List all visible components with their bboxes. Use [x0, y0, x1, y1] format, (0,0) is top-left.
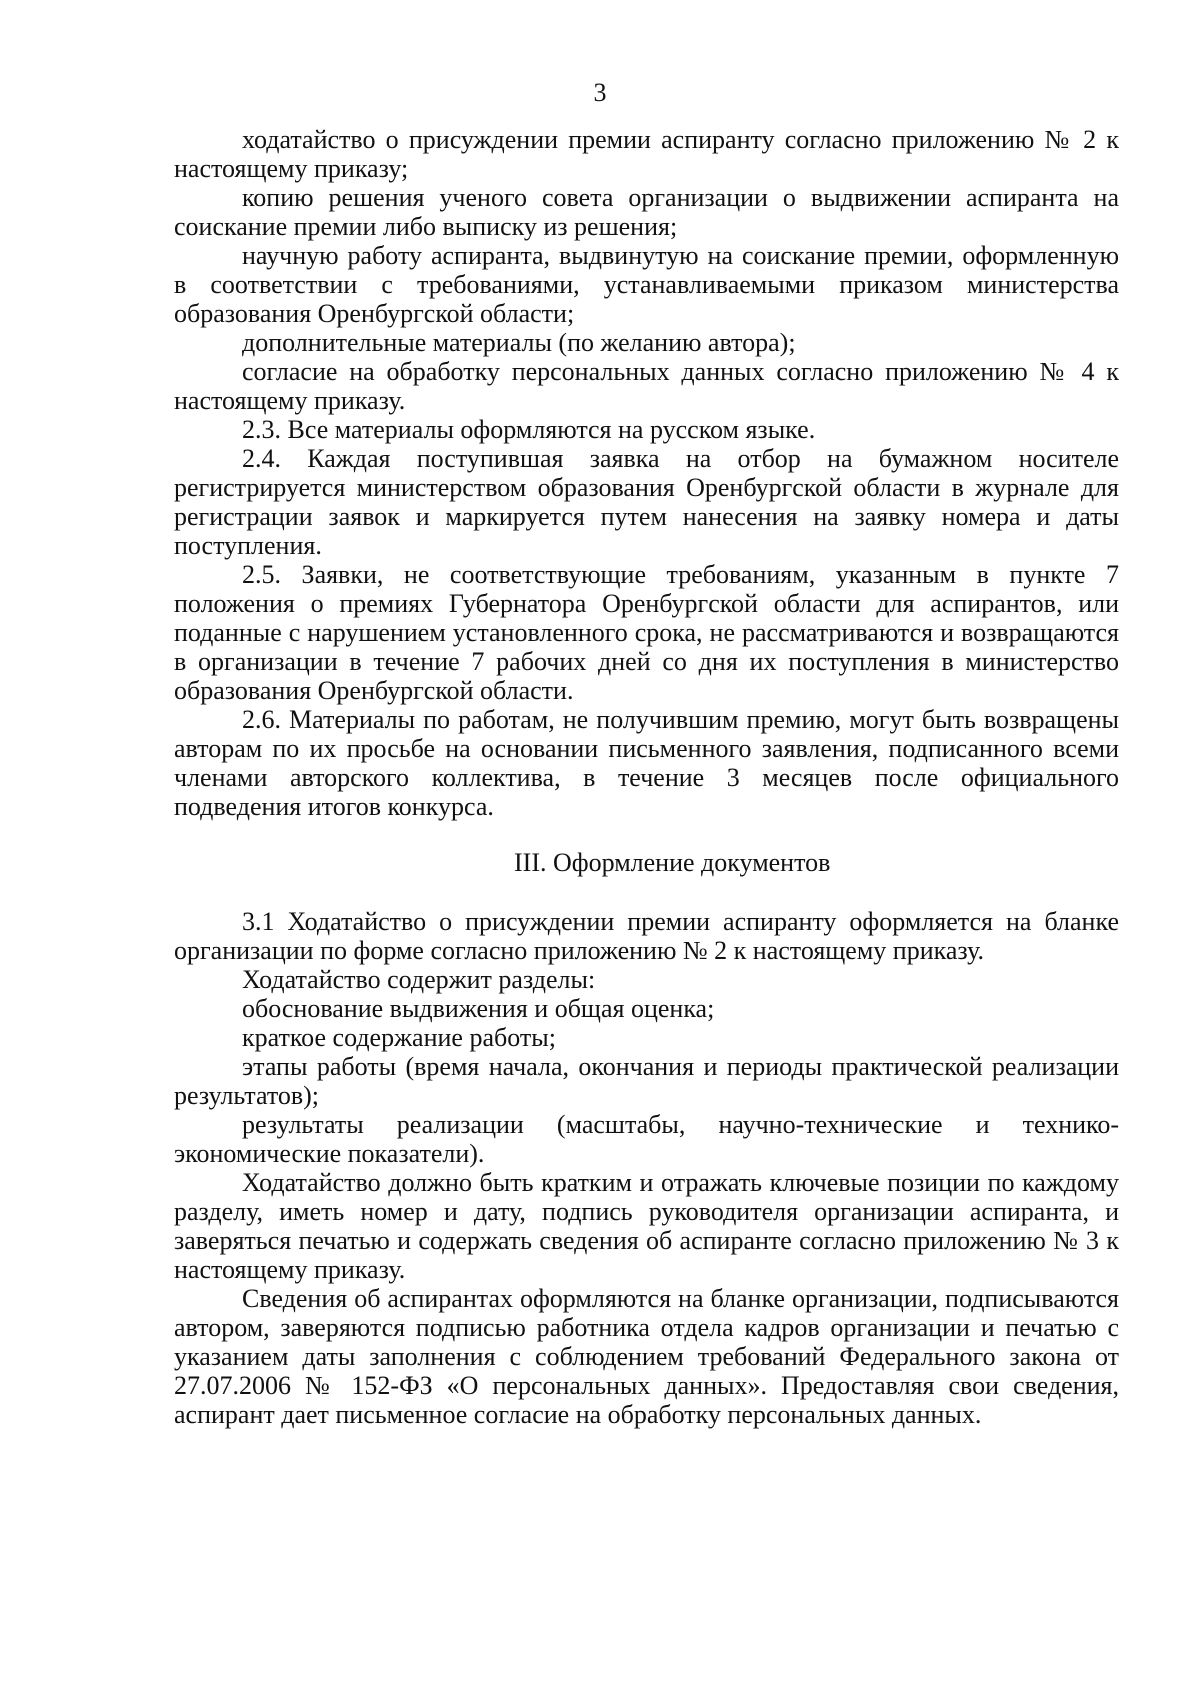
paragraph: краткое содержание работы; [242, 1023, 556, 1052]
paragraph: 3.1 Ходатайство о присуждении премии аспиранту оформляется на бланке организации по форме согласно приложению № 2 к настоящему приказу. [174, 907, 1119, 965]
paragraph: дополнительные материалы (по желанию автора); [242, 328, 796, 357]
paragraph: 2.6. Материалы по работам, не получившим премию, могут быть возвращены авторам по их просьбе на основании письменного заявления, подписанного всеми членами авторского коллектива, в течение 3 месяцев после официального подведения итогов конкурса. [174, 705, 1119, 821]
section-heading: III. Оформление документов [514, 848, 831, 877]
paragraph: согласие на обработку персональных данных согласно приложению № 4 к настоящему приказу. [174, 357, 1119, 415]
paragraph: 2.4. Каждая поступившая заявка на отбор на бумажном носителе регистрируется министерством образования Оренбургской области в журнале для регистрации заявок и маркируется путем нанесения на заявку номера и даты поступления. [174, 444, 1119, 560]
paragraph: ходатайство о присуждении премии аспиранту согласно приложению № 2 к настоящему приказу; [174, 125, 1119, 183]
paragraph: Сведения об аспирантах оформляются на бланке организации, подписываются автором, заверяются подписью работника отдела кадров организации и печатью с указанием даты заполнения с соблюдением требований Федерального закона от 27.07.2006 № 152-ФЗ «О персональных данных». Предоставляя свои сведения, аспирант дает письменное согласие на обработку персональных данных. [174, 1284, 1119, 1429]
paragraph: научную работу аспиранта, выдвинутую на соискание премии, оформленную в соответствии с требованиями, устанавливаемыми приказом министерства образования Оренбургской области; [174, 241, 1119, 328]
paragraph: копию решения ученого совета организации о выдвижении аспиранта на соискание премии либо выписку из решения; [174, 183, 1119, 241]
paragraph: Ходатайство должно быть кратким и отражать ключевые позиции по каждому разделу, иметь номер и дату, подпись руководителя организации аспиранта, и заверяться печатью и содержать сведения об аспиранте согласно приложению № 3 к настоящему приказу. [174, 1168, 1119, 1284]
document-body [174, 125, 1119, 1429]
page-number: 3 [593, 78, 607, 107]
paragraph: обоснование выдвижения и общая оценка; [242, 994, 715, 1023]
paragraph: результаты реализации (масштабы, научно-технические и технико-экономические показатели). [174, 1110, 1119, 1168]
paragraph: Ходатайство содержит разделы: [242, 965, 596, 994]
paragraph: 2.3. Все материалы оформляются на русском языке. [242, 415, 816, 444]
paragraph: 2.5. Заявки, не соответствующие требованиям, указанным в пункте 7 положения о премиях Губернатора Оренбургской области для аспирантов, или поданные с нарушением установленного срока, не рассматриваются и возвращаются в организации в течение 7 рабочих дней со дня их поступления в министерство образования Оренбургской области. [174, 560, 1119, 705]
paragraph: этапы работы (время начала, окончания и периоды практической реализации результатов); [174, 1052, 1119, 1110]
